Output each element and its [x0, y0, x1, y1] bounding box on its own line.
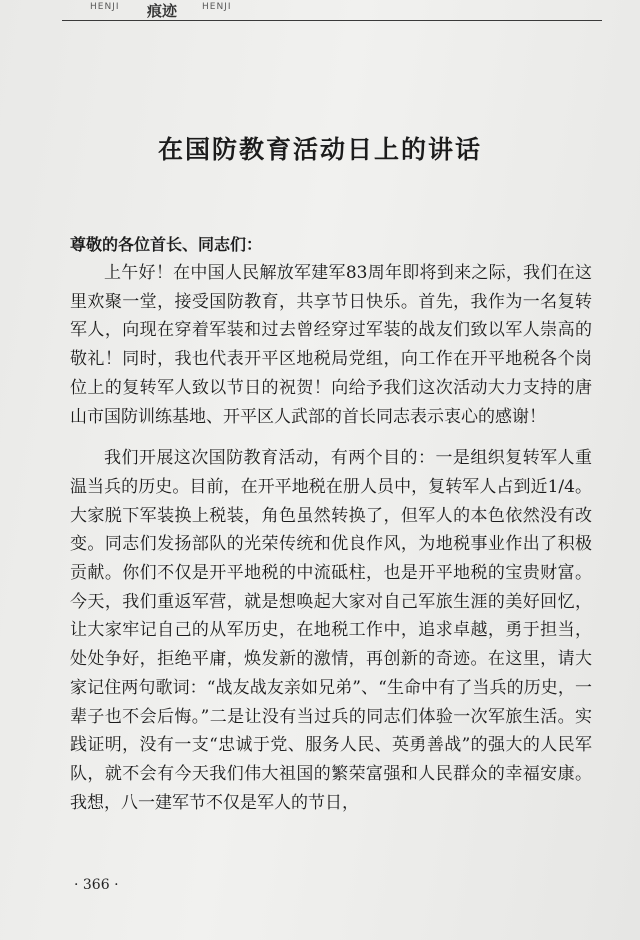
paragraph-2: 我们开展这次国防教育活动，有两个目的：一是组织复转军人重温当兵的历史。目前，在开平地税在册人员中，复转军人占到近1/4。大家脱下军装换上税装，角色虽然转换了，但军人的本色依然没有改变。同志们发扬部队的光荣传统和优良作风，为地税事业作出了积极贡献。你们不仅是开平地税的中流砥柱，也是开平地税的宝贵财富。今天，我们重返军营，就是想唤起大家对自己军旅生涯的美好回忆，让大家牢记自己的从军历史，在地税工作中，追求卓越，勇于担当，处处争好，拒绝平庸，焕发新的激情，再创新的奇迹。在这里，请大家记住两句歌词：“战友战友亲如兄弟”、“生命中有了当兵的历史，一辈子也不会后悔。”二是让没有当过兵的同志们体验一次军旅生活。实践证明，没有一支“忠诚于党、服务人民、英勇善战”的强大的人民军队，就不会有今天我们伟大祖国的繁荣富强和人民群众的幸福安康。我想，八一建军节不仅是军人的节日， — [70, 448, 592, 813]
running-head — [62, 0, 602, 21]
running-head-right-text: HENJI — [202, 2, 232, 12]
running-head-left-text: HENJI — [90, 2, 120, 12]
running-head-mark: 痕迹 — [147, 2, 178, 20]
page-title: 在国防教育活动日上的讲话 — [157, 135, 482, 164]
page-number: · 366 · — [74, 877, 119, 893]
paragraph-1: 上午好！在中国人民解放军建军83周年即将到来之际，我们在这里欢聚一堂，接受国防教育，共享节日快乐。首先，我作为一名复转军人，向现在穿着军装和过去曾经穿过军装的战友们致以军人崇高的敬礼！同时，我也代表开平区地税局党组，向工作在开平地税各个岗位上的复转军人致以节日的祝贺！向给予我们这次活动大力支持的唐山市国防训练基地、开平区人武部的首长同志表示衷心的感谢！ — [70, 263, 592, 427]
salutation: 尊敬的各位首长、同志们： — [70, 235, 263, 254]
body-text — [70, 259, 592, 817]
